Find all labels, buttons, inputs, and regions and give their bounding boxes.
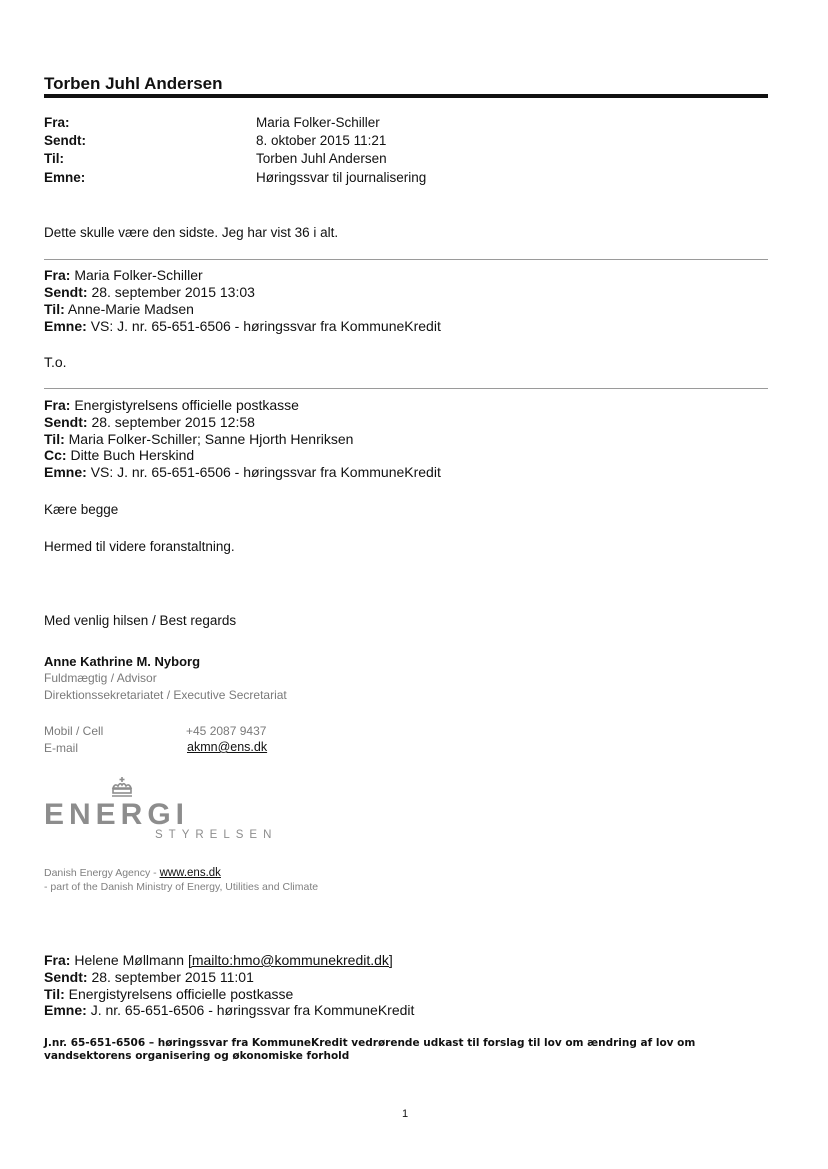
forward3-to [44,986,293,1003]
forward3-from-value: Helene Møllmann [74,952,185,968]
forward3-to-label: Til: [44,986,65,1002]
forward1-subject-value: VS: J. nr. 65-651-6506 - høringssvar fra KommuneKredit [90,318,441,334]
email-label: E-mail [44,741,79,755]
forward1-sent [44,284,255,301]
forward3-sent-label: Sendt: [44,969,88,985]
sent-value: 8. oktober 2015 11:21 [256,133,387,148]
message-text: Hermed til videre foranstaltning. [44,539,235,554]
agency-line [44,867,221,879]
forward1-from [44,267,203,284]
email-link[interactable]: akmn@ens.dk [187,740,268,754]
to-label: Til: [44,151,64,166]
forward3-subject-label: Emne: [44,1002,87,1018]
forward1-sent-value: 28. september 2015 13:03 [91,284,255,300]
separator [44,388,768,389]
forward2-subject [44,464,441,481]
forward2-to [44,431,353,448]
forward3-sent-value: 28. september 2015 11:01 [91,969,254,985]
forward2-subject-label: Emne: [44,464,87,480]
subject-value: Høringssvar til journalisering [256,170,427,185]
forward2-sent [44,414,255,431]
logo-subtitle: STYRELSEN [155,829,278,841]
forward2-to-label: Til: [44,431,65,447]
subject-label: Emne: [44,170,86,185]
forward1-subject-label: Emne: [44,318,87,334]
forward1-note: T.o. [44,354,67,370]
document-owner-name: Torben Juhl Andersen [44,74,223,93]
forward2-sent-value: 28. september 2015 12:58 [91,414,255,430]
mobile-label: Mobil / Cell [44,724,104,738]
forward1-subject [44,318,441,335]
logo-wordmark: ENERGI [44,798,190,831]
agency-website-link[interactable]: www.ens.dk [159,867,221,879]
forward1-to-value: Anne-Marie Madsen [67,301,194,317]
forward1-to [44,301,194,318]
ministry-line: - part of the Danish Ministry of Energy, Utilities and Climate [44,881,319,893]
mobile-number: +45 2087 9437 [186,724,267,738]
closing: Med venlig hilsen / Best regards [44,613,237,628]
forward2-cc-label: Cc: [44,447,67,463]
separator [44,259,768,260]
forward2-to-value: Maria Folker-Schiller; Sanne Hjorth Henriksen [68,431,354,447]
forward2-from-label: Fra: [44,397,71,413]
from-value: Maria Folker-Schiller [256,115,380,130]
forward1-from-label: Fra: [44,267,71,283]
forward2-from-value: Energistyrelsens officielle postkasse [74,397,299,413]
forward3-from-label: Fra: [44,952,71,968]
greeting: Kære begge [44,502,119,517]
signature-department: Direktionssekretariatet / Executive Secretariat [44,688,287,702]
to-value: Torben Juhl Andersen [256,151,387,166]
message-body: Dette skulle være den sidste. Jeg har vist 36 i alt. [44,225,339,240]
forward1-from-value: Maria Folker-Schiller [74,267,203,283]
signature-name: Anne Kathrine M. Nyborg [44,654,201,669]
forward2-cc [44,447,194,464]
forward1-sent-label: Sendt: [44,284,88,300]
agency-prefix: Danish Energy Agency - [44,867,160,879]
page-number: 1 [402,1108,409,1120]
from-label: Fra: [44,115,70,130]
forward2-subject-value: VS: J. nr. 65-651-6506 - høringssvar fra KommuneKredit [90,464,441,480]
forward3-mailto-link[interactable]: [mailto:hmo@kommunekredit.dk] [187,952,393,968]
forward2-from [44,397,299,414]
forward2-cc-value: Ditte Buch Herskind [70,447,195,463]
forward3-sent [44,969,254,986]
signature-title: Fuldmægtig / Advisor [44,671,157,685]
attachment-subject: J.nr. 65-651-6506 – høringssvar fra KommuneKredit vedrørende udkast til forslag til lov om ændring af lov om vandsektorens organisering og økonomiske forhold [44,1037,696,1062]
forward1-to-label: Til: [44,301,65,317]
sent-label: Sendt: [44,133,86,148]
forward2-sent-label: Sendt: [44,414,88,430]
forward3-from [44,952,393,969]
forward3-subject-value: J. nr. 65-651-6506 - høringssvar fra KommuneKredit [90,1002,415,1018]
header-rule [44,94,768,98]
forward3-to-value: Energistyrelsens officielle postkasse [68,986,294,1002]
forward3-subject [44,1002,414,1019]
